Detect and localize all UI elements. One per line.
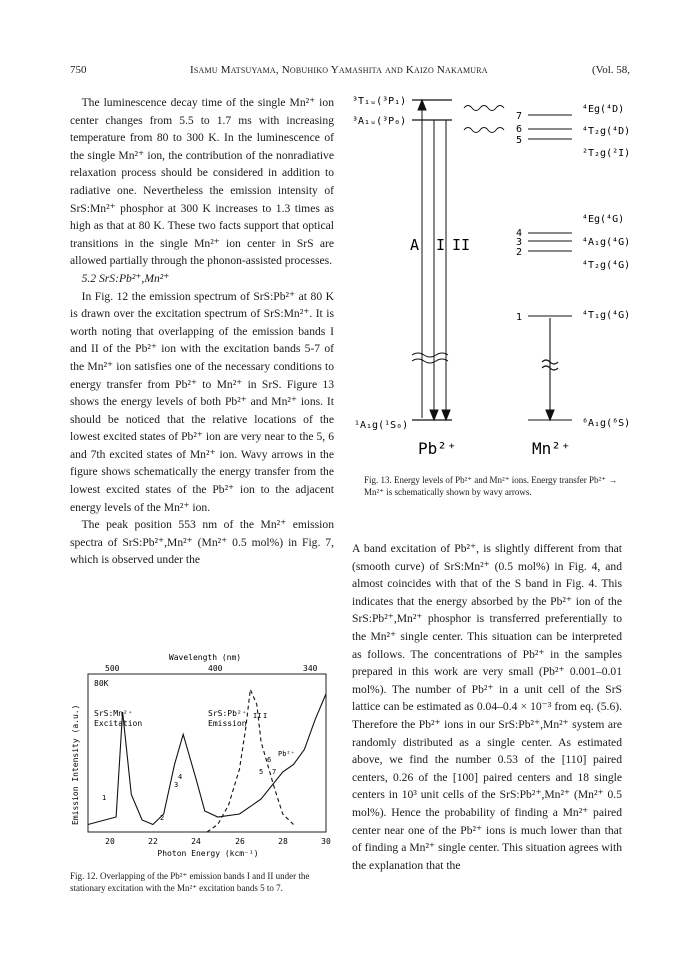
top-axis-title: Wavelength (nm) xyxy=(168,653,242,662)
mn-level-number: 6 xyxy=(516,124,523,135)
right-column xyxy=(352,540,622,874)
excitation-label: SrS:Mn²⁺ xyxy=(94,709,133,718)
band-label: 4 xyxy=(178,773,183,781)
wavy-arrow xyxy=(464,106,504,111)
transition-labels xyxy=(410,236,470,254)
ion-label-mn: Mn²⁺ xyxy=(532,439,571,458)
page-number: 750 xyxy=(70,64,87,76)
x-tick-label: 26 xyxy=(235,837,245,846)
x-tick-label: 20 xyxy=(105,837,115,846)
running-header-volume: (Vol. 58, xyxy=(592,64,630,76)
left-column xyxy=(70,94,334,569)
ion-label-pb: Pb²⁺ xyxy=(418,439,457,458)
pb-level-label: ³A₁ᵤ(³P₀) xyxy=(352,116,407,127)
x-tick-label: 30 xyxy=(321,837,331,846)
mn-term-label: ²T₂g(²I) xyxy=(582,148,631,159)
band-label: 2 xyxy=(160,814,165,822)
wavy-arrow xyxy=(464,128,504,133)
excitation-label: Excitation xyxy=(94,719,143,728)
band-label: 5 xyxy=(259,768,264,776)
pb-level-label: ³T₁ᵤ(³P₁) xyxy=(352,96,407,107)
temperature-label: 80K xyxy=(94,679,109,688)
paragraph: The peak position 553 nm of the Mn²⁺ emission spectra of SrS:Pb²⁺,Mn²⁺ (Mn²⁺ 0.5 mol%) in Fig. 7, which is observed under the xyxy=(70,518,334,567)
x-axis-label: Photon Energy (kcm⁻¹) xyxy=(157,849,259,858)
mn-term-label: ⁴T₂g(⁴D) xyxy=(582,126,631,137)
band-label: II xyxy=(253,712,262,720)
arrowhead xyxy=(430,410,438,420)
band-label: 3 xyxy=(174,781,179,789)
emission-label: Emission xyxy=(208,719,247,728)
section-heading: 5.2 SrS:Pb²⁺,Mn²⁺ xyxy=(81,271,170,285)
arrowhead xyxy=(442,410,450,420)
mn-term-label: ⁴T₁g(⁴G) xyxy=(582,310,631,321)
mn-level-number: 3 xyxy=(516,237,523,248)
band-label: 7 xyxy=(272,768,277,776)
mn-term-label: ⁴Eg(⁴D) xyxy=(582,104,625,115)
mn-level-number: 2 xyxy=(516,247,523,258)
top-axis-ticks xyxy=(105,664,318,673)
mn-level-number: 4 xyxy=(516,228,523,239)
figure-12-chart xyxy=(60,650,340,880)
y-axis-label: Emission Intensity (a.u.) xyxy=(71,704,80,825)
mn-term-label: ⁴A₁g(⁴G) xyxy=(582,237,631,248)
x-tick-label: 28 xyxy=(278,837,288,846)
band-label: 1 xyxy=(102,794,107,802)
top-tick-label: 340 xyxy=(303,664,318,673)
pb-level-labels xyxy=(352,96,408,431)
mn-levels xyxy=(528,115,572,420)
paragraph: The luminescence decay time of the single Mn²⁺ ion center changes from 5.5 to 1.7 ms with increasing temperature from 80 to 300 K. In the luminescence of the single Mn²⁺ ion, the contribution of the nonradiative relaxation process should be considered in addition to radiative one. Nevertheless the emission intensity of SrS:Mn²⁺ phosphor at 300 K increases to 1.3 times as high as that at 80 K. These two facts support that optical transitions in the single Mn²⁺ ion center in SrS are allowed partially through the phonon-assisted processes. xyxy=(70,96,334,268)
transition-label: A xyxy=(410,236,420,254)
band-label: I xyxy=(263,712,268,720)
pb-level-label: ¹A₁g(¹S₀) xyxy=(354,420,409,431)
arrowhead xyxy=(546,410,554,420)
x-axis-ticks xyxy=(105,837,331,846)
arrowhead xyxy=(418,100,426,110)
band-labels xyxy=(102,712,295,822)
figure-13-caption: Fig. 13. Energy levels of Pb²⁺ and Mn²⁺ ions. Energy transfer Pb²⁺ → Mn²⁺ is schematically shown by wavy arrows. xyxy=(364,475,618,497)
running-header-authors: Isamu Matsuyama, Nobuhiko Yamashita and Kaizo Nakamura xyxy=(190,64,488,76)
transition-label: I xyxy=(436,236,446,254)
mn-term-labels xyxy=(582,104,630,429)
pb-transitions xyxy=(412,100,450,420)
mn-term-label: ⁴T₂g(⁴G) xyxy=(582,260,631,271)
paragraph: In Fig. 12 the emission spectrum of SrS:Pb²⁺ at 80 K is drawn over the excitation spectrum of SrS:Mn²⁺. It is worth noting that overlapping of the emission bands I and II of the Pb²⁺ ion with the excitation bands 5-7 of the Mn²⁺ ion satisfies one of the necessary conditions to energy transfer from Pb²⁺ to Mn²⁺ in SrS. Figure 13 shows the energy levels of both Pb²⁺ and Mn²⁺ ions. It should be noticed that the relative locations of the lowest excited states of Pb²⁺ ion are very near to the 5, 6 and 7th excited states of Mn²⁺ ion. Wavy arrows in the figure shows schematically the energy transfer from the lowest excited states of the Pb²⁺ ion to the adjacent energy levels of the Mn²⁺ ion. xyxy=(70,289,334,514)
ion-labels xyxy=(418,439,571,458)
paragraph: A band excitation of Pb²⁺, is slightly different from that (smooth curve) of SrS:Mn²⁺ (0.5 mol%) in Fig. 4, and almost coincides with that of the S band in Fig. 4. This indicates that the energy absorbed by the Pb²⁺ ion of the SrS:Pb²⁺,Mn²⁺ phosphor is transferred preferentially to the Mn²⁺ single center. This situation can be interpreted as follows. The concentrations of Pb²⁺ in the samples prepared in this work are very small (Pb²⁺ 0.001–0.01 mol%). The number of Pb²⁺ in a unit cell of the SrS lattice can be estimated as 0.04–0.4 × 10⁻³ from eq. (5.6). Therefore the Pb²⁺ ions in our SrS:Pb²⁺,Mn²⁺ system are randomly distributed as a single center. As estimated above, we find the number 0.53 of the [110] paired centers, 0.26 of the [100] paired centers and 18 single centers in 10³ unit cells of the SrS:Pb²⁺,Mn²⁺ (Mn²⁺ 0.5 mol%). Hence the probability of finding a Mn²⁺ paired center near one of the Pb²⁺ ions is much lower than that of finding a Mn²⁺ single center. This situation agrees with the explanation that the xyxy=(352,542,622,872)
transition-label: II xyxy=(452,236,471,254)
axis-break xyxy=(412,353,448,363)
band-label: 6 xyxy=(267,756,272,764)
top-tick-label: 500 xyxy=(105,664,120,673)
mn-level-number: 7 xyxy=(516,111,523,122)
x-tick-label: 22 xyxy=(148,837,158,846)
mn-level-number: 5 xyxy=(516,135,523,146)
mn-term-label: ⁴Eg(⁴G) xyxy=(582,214,625,225)
top-tick-label: 400 xyxy=(208,664,223,673)
mn-term-label: ⁶A₁g(⁶S) xyxy=(582,418,631,429)
wavy-arrows xyxy=(464,106,504,133)
figure-12-caption: Fig. 12. Overlapping of the Pb²⁺ emission bands I and II under the stationary excitation with the Mn²⁺ excitation bands 5 to 7. xyxy=(70,871,310,893)
band-label: Pb²⁺ xyxy=(278,750,295,758)
x-tick-label: 24 xyxy=(191,837,201,846)
emission-label: SrS:Pb²⁺ xyxy=(208,709,247,718)
mn-level-numbers xyxy=(516,111,522,323)
figure-13-energy-levels xyxy=(352,90,642,470)
mn-level-number: 1 xyxy=(516,312,523,323)
